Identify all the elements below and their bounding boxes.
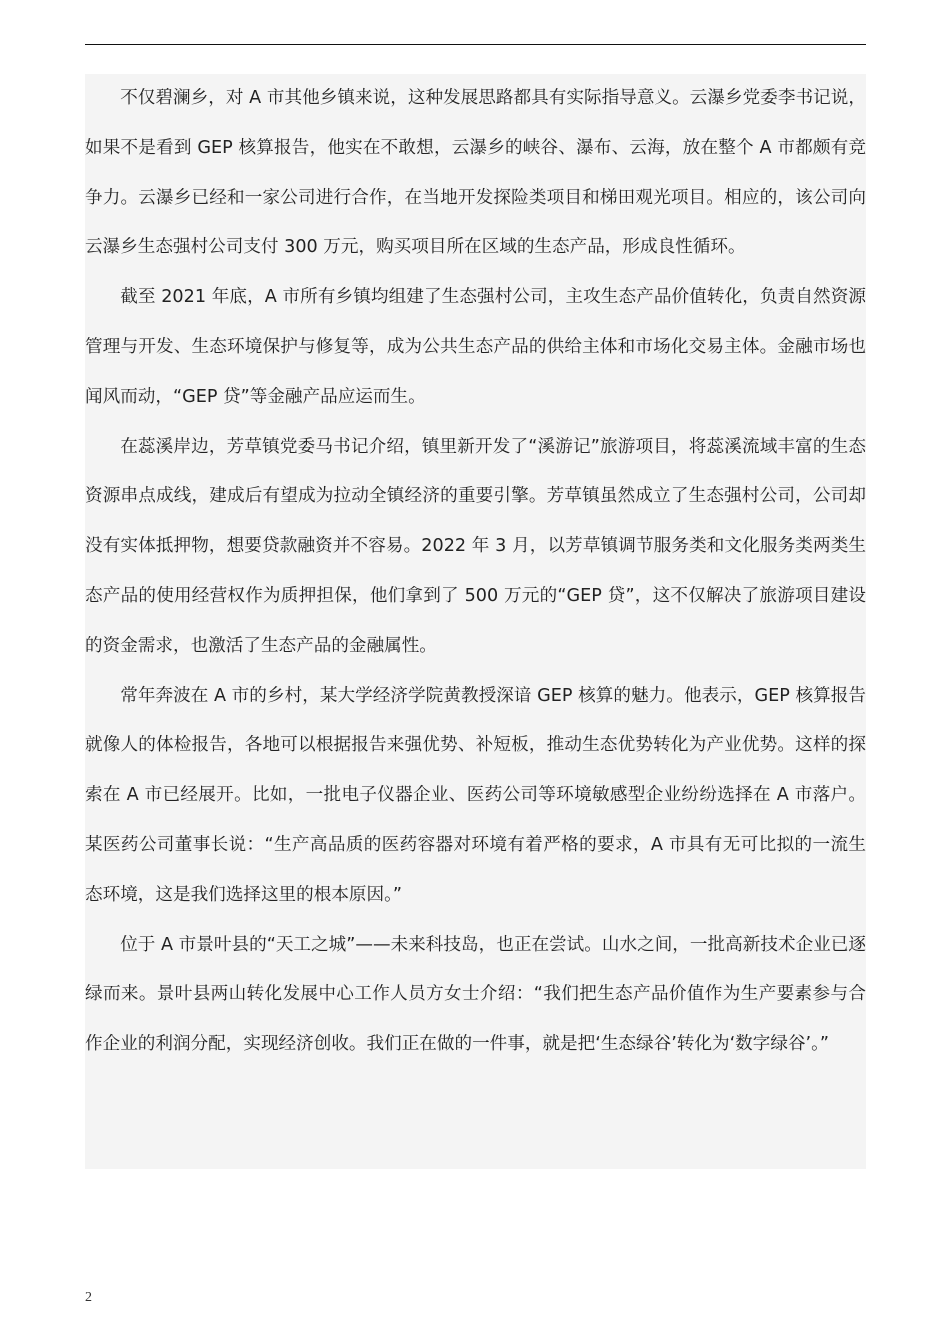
paragraph-1: 不仅碧澜乡，对 A 市其他乡镇来说，这种发展思路都具有实际指导意义。云瀑乡党委李书记说，如果不是看到 GEP 核算报告，他实在不敢想，云瀑乡的峡谷、瀑布、云海，放在整个 A 市都颇有竞争力。云瀑乡已经和一家公司进行合作，在当地开发探险类项目和梯田观光项目。相应的，该公司向云瀑乡生态强村公司支付 300 万元，购买项目所在区域的生态产品，形成良性循环。 [85, 88, 866, 258]
paragraph-5: 位于 A 市景叶县的“天工之城”——未来科技岛，也正在尝试。山水之间，一批高新技术企业已逐绿而来。景叶县两山转化发展中心工作人员方女士介绍：“我们把生态产品价值作为生产要素参与合作企业的利润分配，实现经济创收。我们正在做的一件事，就是把‘生态绿谷’转化为‘数字绿谷’。” [85, 934, 866, 1055]
header-rule [85, 44, 866, 45]
paragraph-3: 在蕊溪岸边，芳草镇党委马书记介绍，镇里新开发了“溪游记”旅游项目，将蕊溪流域丰富的生态资源串点成线，建成后有望成为拉动全镇经济的重要引擎。芳草镇虽然成立了生态强村公司，公司却没有实体抵押物，想要贷款融资并不容易。2022 年 3 月，以芳草镇调节服务类和文化服务类两类生态产品的使用经营权作为质押担保，他们拿到了 500 万元的“GEP 贷”，这不仅解决了旅游项目建设的资金需求，也激活了生态产品的金融属性。 [85, 436, 866, 656]
article-body [85, 74, 866, 1169]
paragraph-4: 常年奔波在 A 市的乡村，某大学经济学院黄教授深谙 GEP 核算的魅力。他表示，GEP 核算报告就像人的体检报告，各地可以根据报告来强优势、补短板，推动生态优势转化为产业优势。这样的探索在 A 市已经展开。比如，一批电子仪器企业、医药公司等环境敏感型企业纷纷选择在 A 市落户。某医药公司董事长说：“生产高品质的医药容器对环境有着严格的要求，A 市具有无可比拟的一流生态环境，这是我们选择这里的根本原因。” [85, 685, 866, 905]
page-number: 2 [85, 1290, 92, 1305]
paragraph-2: 截至 2021 年底，A 市所有乡镇均组建了生态强村公司，主攻生态产品价值转化，负责自然资源管理与开发、生态环境保护与修复等，成为公共生态产品的供给主体和市场化交易主体。金融市场也闻风而动，“GEP 贷”等金融产品应运而生。 [85, 287, 866, 407]
